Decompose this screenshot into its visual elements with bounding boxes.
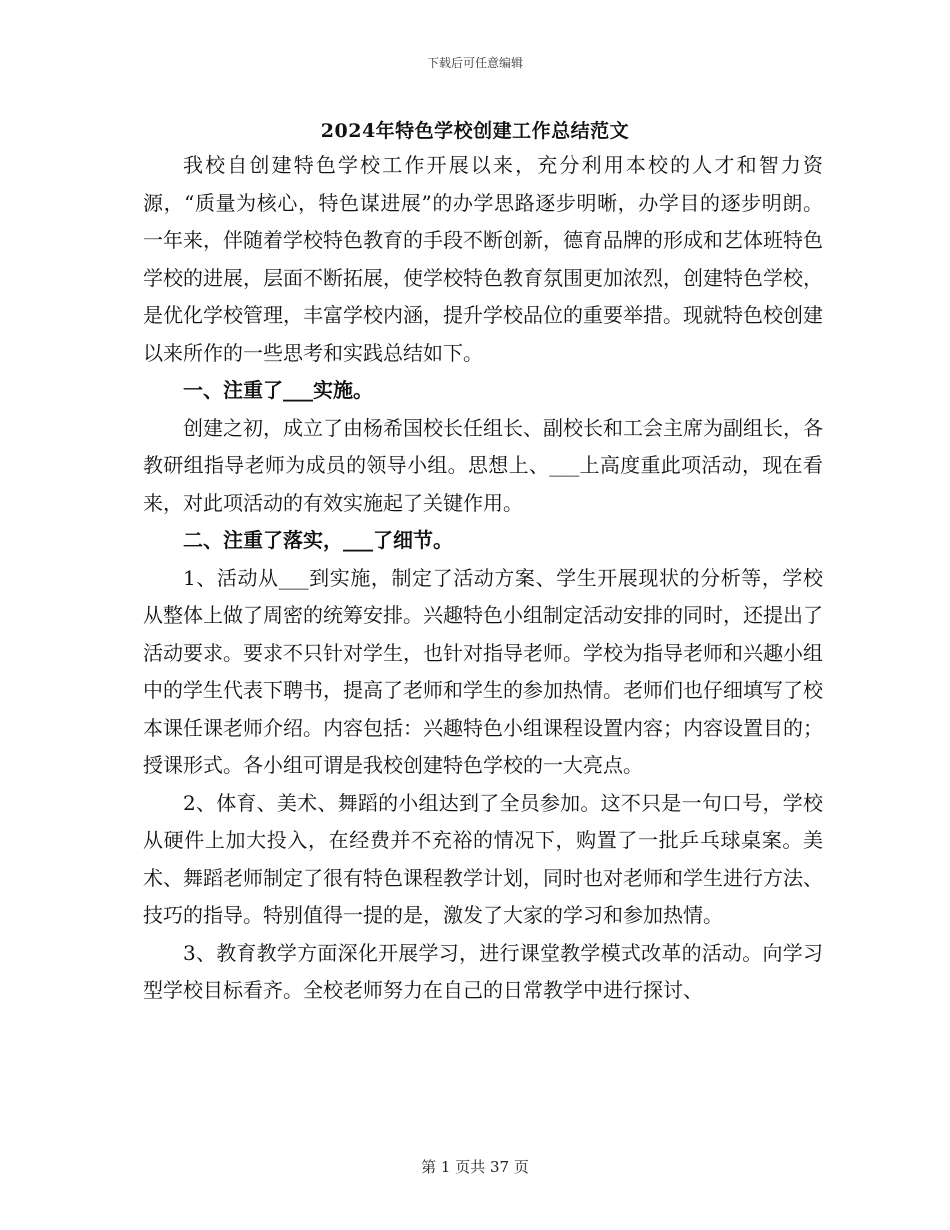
paragraph-leadership: 创建之初，成立了由杨希国校长任组长、副校长和工会主席为副组长，各教研组指导老师为成员的领导小组。思想上、___上高度重此项活动，现在看来，对此项活动的有效实施起了关键作用。: [143, 415, 823, 515]
page-number-footer: 第 1 页共 37 页: [421, 1158, 529, 1176]
paragraph-item-1: 1、活动从___到实施，制定了活动方案、学生开展现状的分析等，学校从整体上做了周密的统筹安排。兴趣特色小组制定活动安排的同时，还提出了活动要求。要求不只针对学生，也针对指导老师。学校为指导老师和兴趣小组中的学生代表下聘书，提高了老师和学生的参加热情。老师们也仔细填写了校本课任课老师介绍。内容包括：兴趣特色小组课程设置内容；内容设置目的；授课形式。各小组可谓是我校创建特色学校的一大亮点。: [143, 565, 823, 777]
document-title: 2024年特色学校创建工作总结范文: [320, 120, 630, 142]
section-heading-2: 二、注重了落实，___了细节。: [183, 528, 453, 552]
section-heading-1: 一、注重了___实施。: [183, 378, 373, 402]
document-body: [143, 147, 823, 1010]
paragraph-item-2: 2、体育、美术、舞蹈的小组达到了全员参加。这不只是一句口号，学校从硬件上加大投入，在经费并不充裕的情况下，购置了一批乒乓球桌案。美术、舞蹈老师制定了很有特色课程教学计划，同时也对老师和学生进行方法、技巧的指导。特别值得一提的是，激发了大家的学习和参加热情。: [143, 790, 823, 927]
paragraph-intro: 我校自创建特色学校工作开展以来，充分利用本校的人才和智力资源，“质量为核心，特色谋进展”的办学思路逐步明晰，办学目的逐步明朗。一年来，伴随着学校特色教育的手段不断创新，德育品牌的形成和艺体班特色学校的进展，层面不断拓展，使学校特色教育氛围更加浓烈，创建特色学校，是优化学校管理，丰富学校内涵，提升学校品位的重要举措。现就特色校创建以来所作的一些思考和实践总结如下。: [143, 153, 823, 365]
header-note: 下载后可任意编辑: [426, 56, 523, 70]
paragraph-item-3: 3、教育教学方面深化开展学习，进行课堂教学模式改革的活动。向学习型学校目标看齐。全校老师努力在自己的日常教学中进行探讨、: [143, 940, 823, 1002]
